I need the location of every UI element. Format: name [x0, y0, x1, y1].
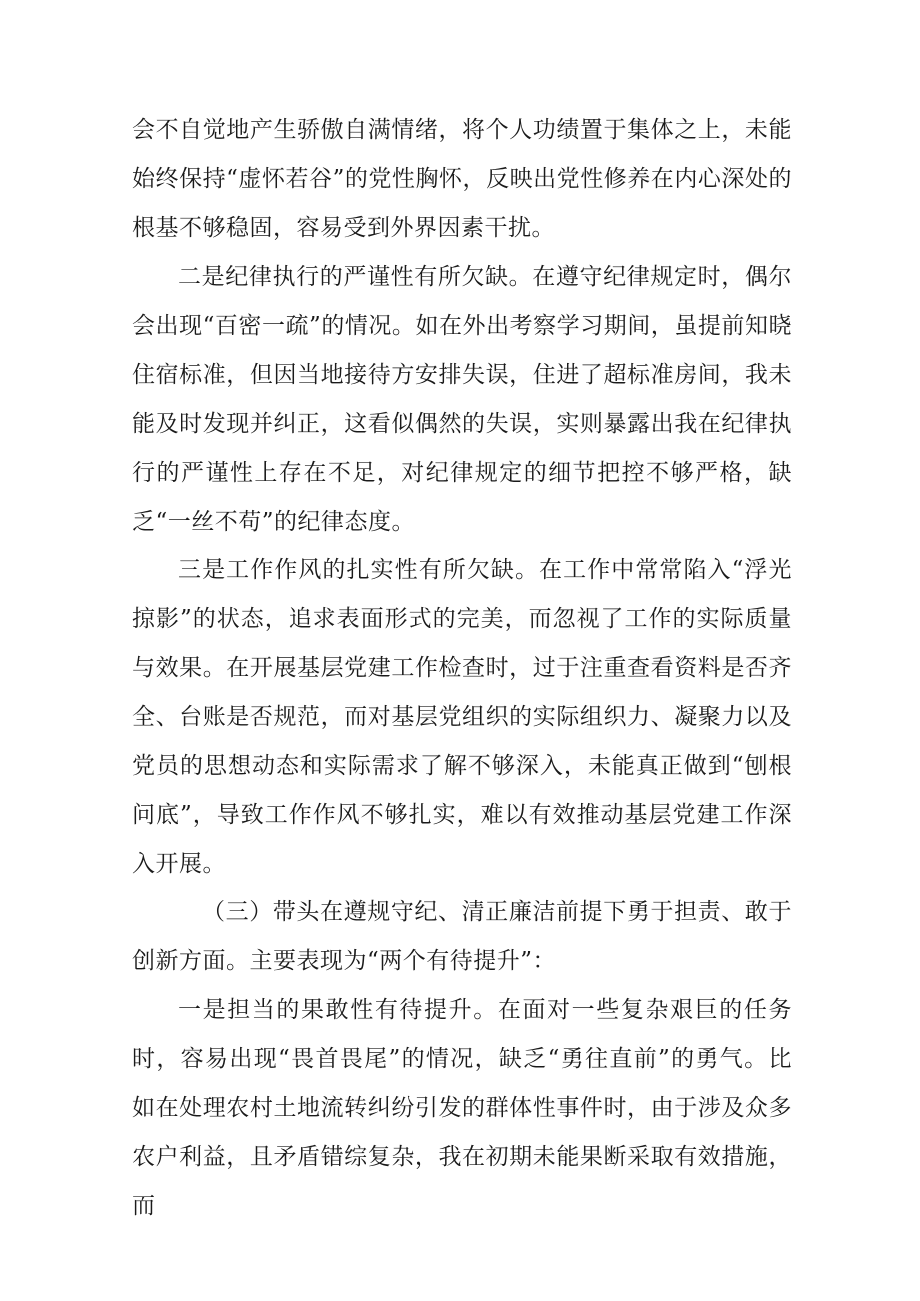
paragraph-work-style: 三是工作作风的扎实性有所欠缺。在工作中常常陷入“浮光掠影”的状态，追求表面形式的完美，而忽视了工作的实际质量与效果。在开展基层党建工作检查时，过于注重查看资料是否齐全、台账是否规范，而对基层党组织的实际组织力、凝聚力以及党员的思想动态和实际需求了解不够深入，未能真正做到“刨根问底”，导致工作作风不够扎实，难以有效推动基层党建工作深入开展。	[132, 557, 792, 877]
paragraph-discipline: 二是纪律执行的严谨性有所欠缺。在遵守纪律规定时，偶尔会出现“百密一疏”的情况。如在外出考察学习期间，虽提前知晓住宿标准，但因当地接待方安排失误，住进了超标准房间，我未能及时发现并纠正，这看似偶然的失误，实则暴露出我在纪律执行的严谨性上存在不足，对纪律规定的细节把控不够严格，缺乏“一丝不苟”的纪律态度。	[132, 264, 792, 535]
section-heading-three: （三）带头在遵规守纪、清正廉洁前提下勇于担责、敢于创新方面。主要表现为“两个有待提升”：	[132, 899, 792, 974]
paragraph-responsibility: 一是担当的果敢性有待提升。在面对一些复杂艰巨的任务时，容易出现“畏首畏尾”的情况，缺乏“勇往直前”的勇气。比如在处理农村土地流转纠纷引发的群体性事件时，由于涉及众多农户利益，且矛盾错综复杂，我在初期未能果断采取有效措施，而	[132, 997, 792, 1219]
paragraph-continuation: 会不自觉地产生骄傲自满情绪，将个人功绩置于集体之上，未能始终保持“虚怀若谷”的党性胸怀，反映出党性修养在内心深处的根基不够稳固，容易受到外界因素干扰。	[132, 117, 792, 241]
